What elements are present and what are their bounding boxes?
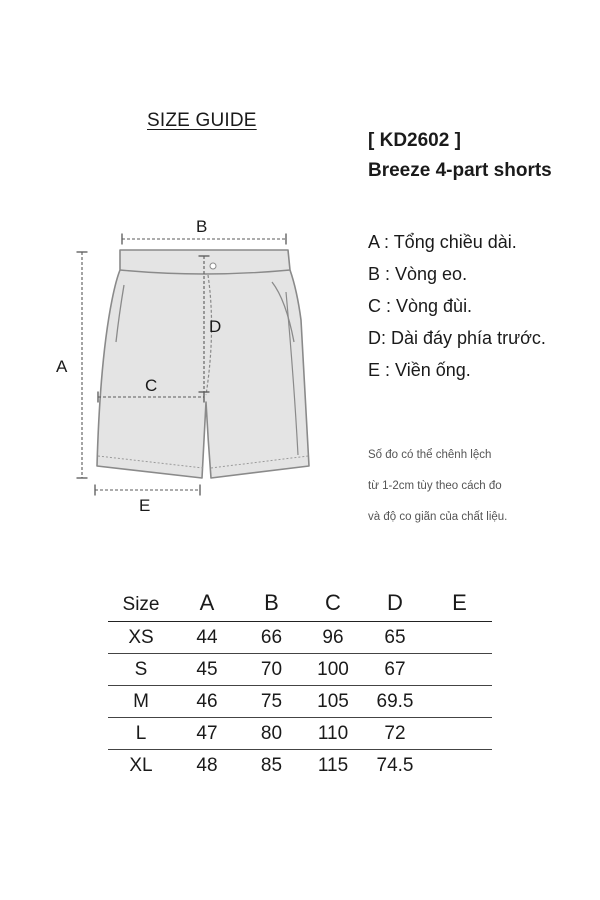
cell-e [427, 686, 492, 718]
header-size: Size [108, 585, 174, 622]
legend-item-c: C : Vòng đùi. [368, 296, 473, 316]
label-a: A [56, 357, 68, 376]
measurement-legend [368, 232, 546, 392]
header-a: A [174, 585, 240, 622]
header-e: E [427, 585, 492, 622]
cell-size: S [108, 654, 174, 686]
cell-a: 47 [174, 718, 240, 750]
cell-c: 100 [303, 654, 363, 686]
cell-d: 74.5 [376, 754, 414, 776]
size-guide-heading: SIZE GUIDE [147, 110, 257, 131]
label-c: C [145, 376, 158, 395]
legend-item-d: D: Dài đáy phía trước. [368, 328, 546, 348]
cell-e [427, 622, 492, 654]
label-b: B [196, 217, 208, 236]
cell-size: XS [108, 622, 174, 654]
note-line: và độ co giãn của chất liệu. [368, 511, 508, 523]
cell-a: 44 [174, 622, 240, 654]
cell-d: 69.5 [363, 686, 427, 718]
cell-size: XL [129, 754, 153, 776]
measurement-note [368, 448, 507, 541]
waist-button [210, 263, 216, 269]
note-line: từ 1-2cm tùy theo cách đo [368, 480, 502, 492]
table-header-row [108, 585, 492, 622]
table-row [108, 622, 492, 654]
cell-size: M [108, 686, 174, 718]
cell-d: 67 [363, 654, 427, 686]
cell-b: 75 [240, 686, 303, 718]
header-b: B [240, 585, 303, 622]
product-code: [ KD2602 ] [368, 130, 461, 151]
label-d: D [209, 317, 222, 336]
legend-item-a: A : Tổng chiều dài. [368, 232, 517, 252]
cell-e [427, 718, 492, 750]
legend-item-b: B : Vòng eo. [368, 264, 468, 284]
table-row [108, 718, 492, 750]
cell-b: 85 [260, 754, 283, 776]
note-line: Số đo có thể chênh lệch [368, 449, 492, 461]
shorts-body [97, 250, 309, 478]
cell-c: 105 [303, 686, 363, 718]
cell-a: 48 [196, 754, 218, 776]
table-row [108, 654, 492, 686]
size-table [108, 585, 492, 781]
cell-size: L [108, 718, 174, 750]
cell-b: 80 [240, 718, 303, 750]
cell-d: 65 [363, 622, 427, 654]
cell-e [427, 750, 492, 782]
cell-a: 45 [174, 654, 240, 686]
cell-b: 70 [240, 654, 303, 686]
cell-b: 66 [240, 622, 303, 654]
shorts-illustration [97, 250, 309, 478]
cell-c: 110 [303, 718, 363, 750]
cell-a: 46 [174, 686, 240, 718]
legend-item-e: E : Viền ống. [368, 360, 471, 380]
cell-e [427, 654, 492, 686]
table-row [108, 686, 492, 718]
cell-d: 72 [363, 718, 427, 750]
header-d: D [363, 585, 427, 622]
table-row [108, 750, 492, 782]
cell-c: 115 [317, 754, 349, 776]
cell-c: 96 [303, 622, 363, 654]
header-c: C [303, 585, 363, 622]
label-e: E [139, 496, 151, 515]
product-name: Breeze 4-part shorts [368, 160, 552, 181]
